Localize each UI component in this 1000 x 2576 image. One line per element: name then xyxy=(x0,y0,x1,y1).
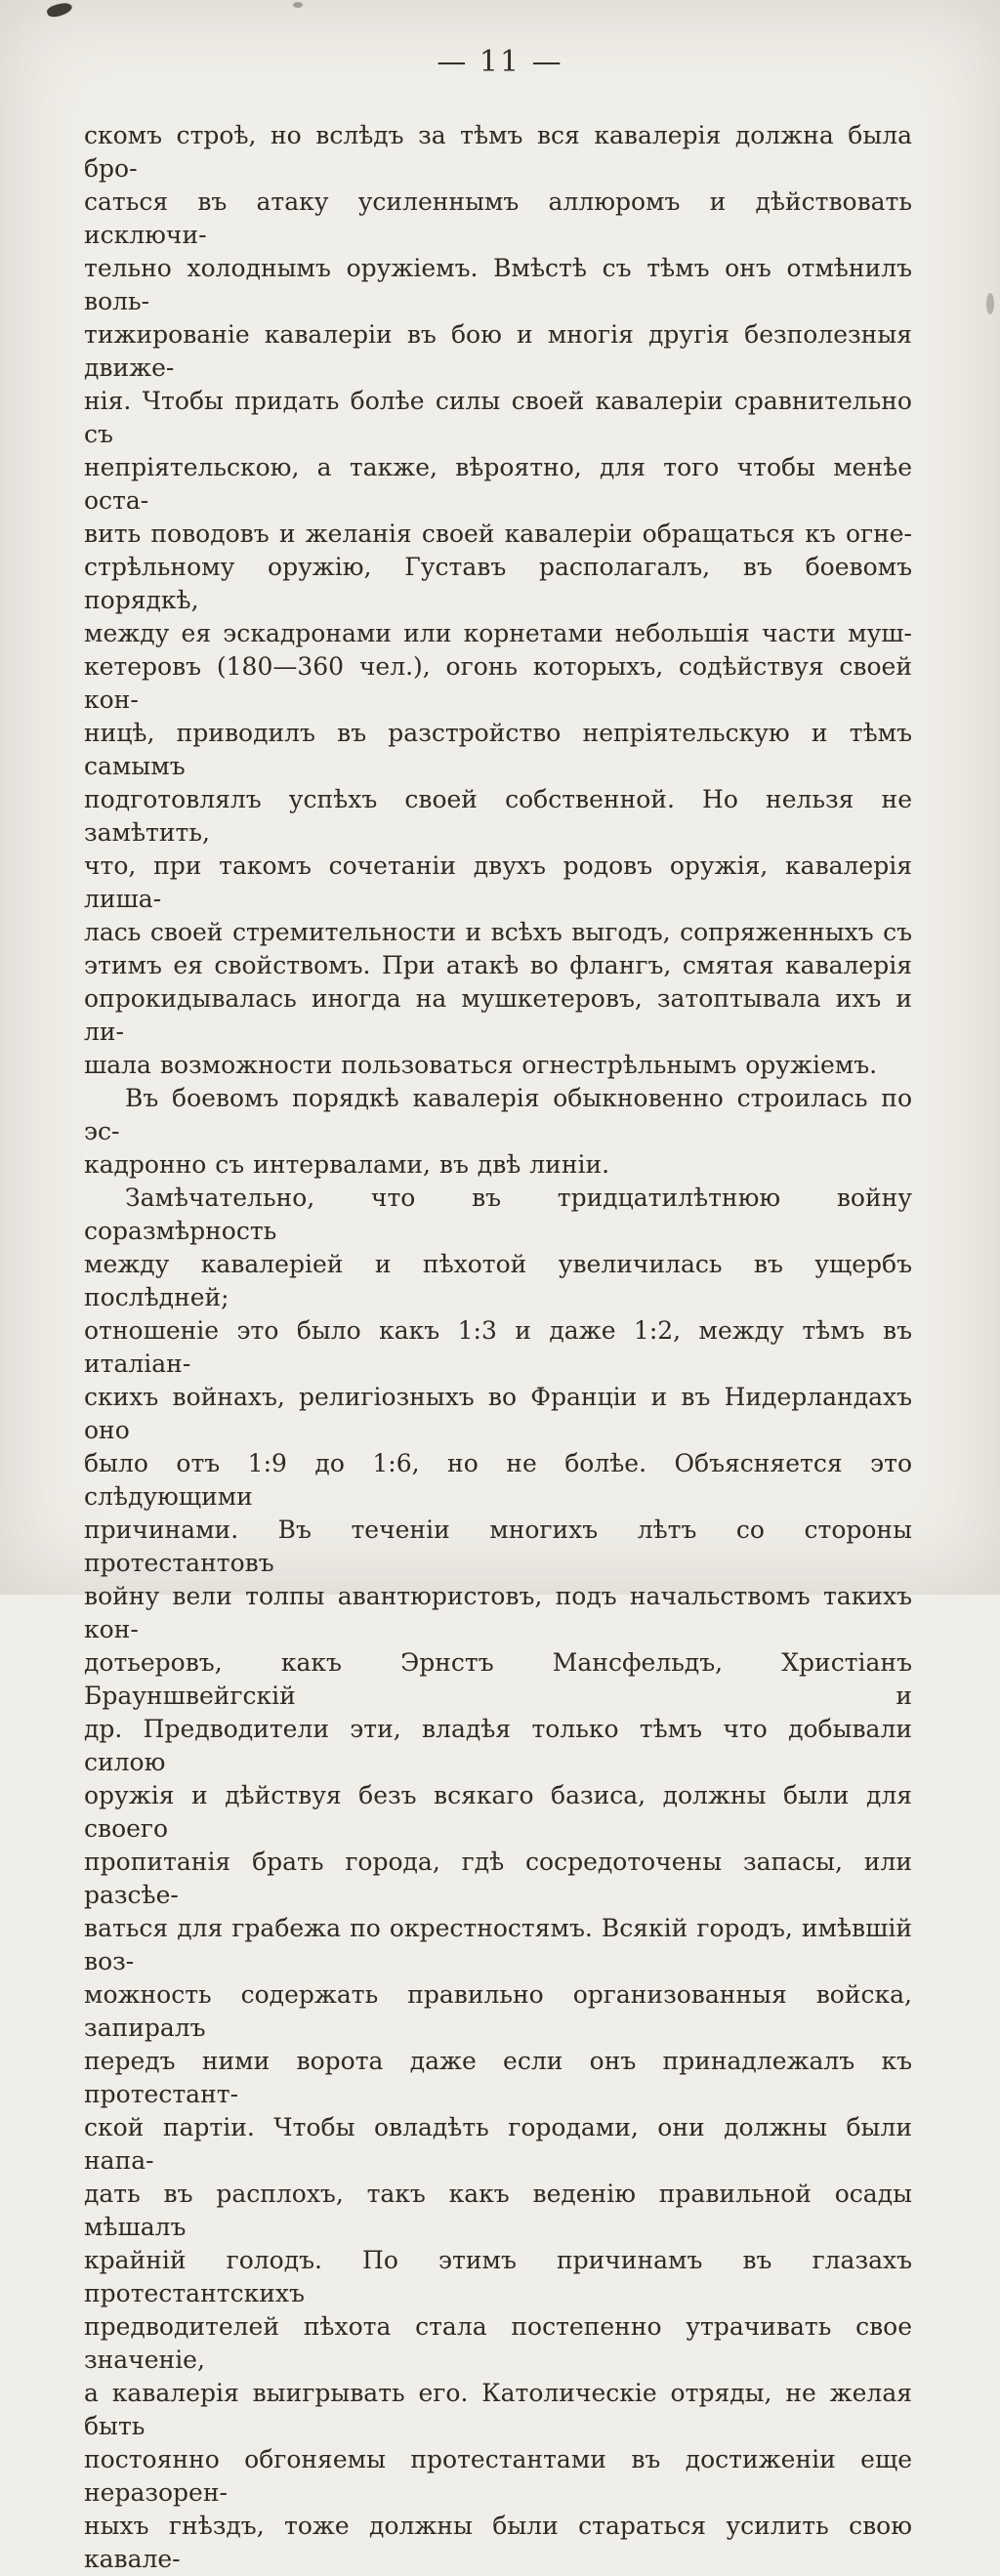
text-line: ныхъ гнѣздъ, тоже должны были стараться усилить свою кавале- xyxy=(84,2512,912,2573)
text-line: между ея эскадронами или корнетами небольшія части муш- xyxy=(84,619,912,647)
text-line: отношеніе это было какъ 1:3 и даже 1:2, между тѣмъ въ италіан- xyxy=(84,1316,912,1378)
text-line: нія. Чтобы придать болѣе силы своей кавалеріи сравнительно съ xyxy=(84,387,912,448)
text-line: стрѣльному оружію, Густавъ располагалъ, въ боевомъ порядкѣ, xyxy=(84,553,912,614)
text-line: дотьеровъ, какъ Эрнстъ Мансфельдъ, Христіанъ Брауншвейгскій и xyxy=(84,1648,912,1710)
text-line: опрокидывалась иногда на мушкетеровъ, затоптывала ихъ и ли- xyxy=(84,984,912,1046)
text-line: тижированіе кавалеріи въ бою и многія другія безполезныя движе- xyxy=(84,320,912,382)
text-line: саться въ атаку усиленнымъ аллюромъ и дѣйствовать исключи- xyxy=(84,187,912,249)
page-number: — 11 — xyxy=(437,45,563,79)
text-line: Въ боевомъ порядкѣ кавалерія обыкновенно строилась по эс- xyxy=(84,1084,912,1145)
text-line: скихъ войнахъ, религіозныхъ во Франціи и въ Нидерландахъ оно xyxy=(84,1383,912,1444)
text-line: ваться для грабежа по окрестностямъ. Всякій городъ, имѣвшій воз- xyxy=(84,1914,912,1975)
page-text xyxy=(84,119,912,2576)
text-line: шала возможности пользоваться огнестрѣльнымъ оружіемъ. xyxy=(84,1051,878,1079)
text-line: пропитанія брать города, гдѣ сосредоточены запасы, или разсѣе- xyxy=(84,1848,912,1909)
text-line: скомъ строѣ, но вслѣдъ за тѣмъ вся кавалерія должна была бро- xyxy=(84,121,912,183)
text-line: тельно холоднымъ оружіемъ. Вмѣстѣ съ тѣмъ онъ отмѣнилъ воль- xyxy=(84,254,912,315)
text-line: кетеровъ (180—360 чел.), огонь которыхъ, содѣйствуя своей кон- xyxy=(84,652,912,714)
text-line: дать въ расплохъ, такъ какъ веденію правильной осады мѣшалъ xyxy=(84,2180,912,2241)
text-line: крайній голодъ. По этимъ причинамъ въ глазахъ протестантскихъ xyxy=(84,2246,912,2307)
paragraph xyxy=(84,1182,912,2576)
text-line: ской партіи. Чтобы овладѣть городами, они должны были напа- xyxy=(84,2113,912,2175)
text-line: оружія и дѣйствуя безъ всякаго базиса, должны были для своего xyxy=(84,1781,912,1843)
text-line: постоянно обгоняемы протестантами въ достиженіи еще неразорен- xyxy=(84,2445,912,2507)
text-line: непріятельскою, а также, вѣроятно, для того чтобы менѣе оста- xyxy=(84,453,912,515)
text-line: можность содержать правильно организованныя войска, запиралъ xyxy=(84,1980,912,2042)
text-line: а кавалерія выигрывать его. Католическіе отряды, не желая быть xyxy=(84,2379,912,2440)
text-line: войну вели толпы авантюристовъ, подъ начальствомъ такихъ кон- xyxy=(84,1582,912,1643)
text-line: подготовлялъ успѣхъ своей собственной. Но нельзя не замѣтить, xyxy=(84,785,912,847)
text-line: предводителей пѣхота стала постепенно утрачивать свое значеніе, xyxy=(84,2312,912,2374)
text-line: было отъ 1:9 до 1:6, но не болѣе. Объясняется это слѣдующими xyxy=(84,1449,912,1511)
text-line: Замѣчательно, что въ тридцатилѣтнюю войну соразмѣрность xyxy=(84,1184,912,1245)
text-line: что, при такомъ сочетаніи двухъ родовъ оружія, кавалерія лиша- xyxy=(84,852,912,913)
text-line: причинами. Въ теченіи многихъ лѣтъ со стороны протестантовъ xyxy=(84,1516,912,1577)
text-line: передъ ними ворота даже если онъ принадлежалъ къ протестант- xyxy=(84,2047,912,2108)
scan-artifact xyxy=(986,293,994,314)
text-line: лась своей стремительности и всѣхъ выгодъ, сопряженныхъ съ xyxy=(84,918,912,946)
text-line: этимъ ея свойствомъ. При атакѣ во флангъ, смятая кавалерія xyxy=(84,951,912,979)
paragraph xyxy=(84,119,912,1082)
text-line: др. Предводители эти, владѣя только тѣмъ что добывали силою xyxy=(84,1715,912,1776)
paragraph xyxy=(84,1082,912,1182)
scan-artifact xyxy=(293,2,303,8)
text-line: кадронно съ интервалами, въ двѣ линіи. xyxy=(84,1150,610,1179)
scan-artifact xyxy=(46,0,73,19)
text-line: ницѣ, приводилъ въ разстройство непріятельскую и тѣмъ самымъ xyxy=(84,719,912,780)
text-line: между кавалеріей и пѣхотой увеличилась въ ущербъ послѣдней; xyxy=(84,1250,912,1311)
text-line: вить поводовъ и желанія своей кавалеріи обращаться къ огне- xyxy=(84,519,912,548)
